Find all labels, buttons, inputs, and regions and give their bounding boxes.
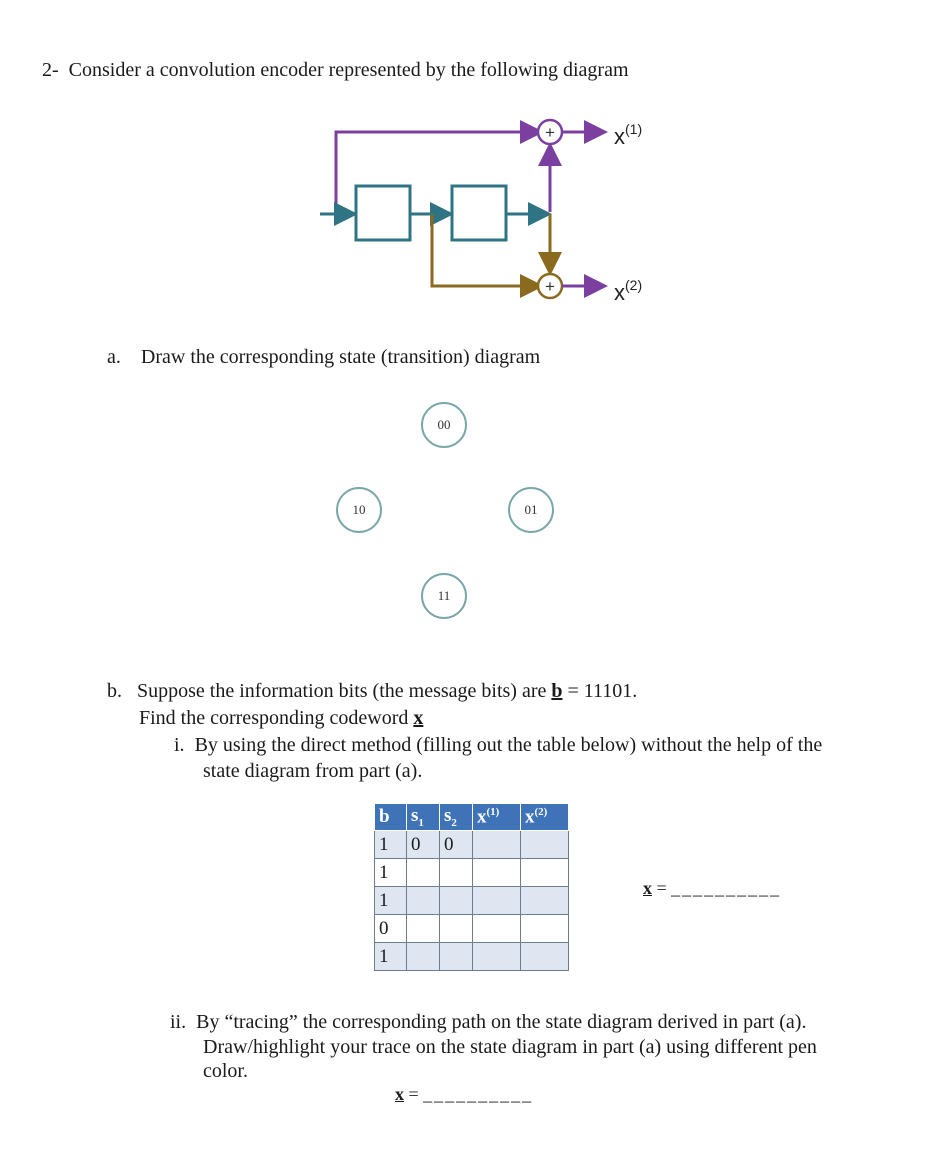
part-b-ii-line3: color.: [203, 1060, 248, 1082]
part-a-letter: a.: [107, 346, 121, 368]
answer-ii-blank: __________: [423, 1084, 534, 1104]
state-00[interactable]: 00: [421, 402, 467, 448]
col-x2: $x^{(2)}$: [521, 804, 569, 831]
shift-register-2: [452, 186, 506, 240]
output1-label: $x^{(1)}$: [614, 121, 643, 149]
encoder-diagram: [310, 112, 670, 312]
state-01[interactable]: 01: [508, 487, 554, 533]
answer-ii[interactable]: x = __________: [395, 1084, 534, 1104]
answer-ii-symbol: x: [395, 1084, 404, 1104]
part-b-ii-line1: ii. By “tracing” the corresponding path on the state diagram derived in part (a).: [170, 1011, 807, 1033]
state-10[interactable]: 10: [336, 487, 382, 533]
table-row: 1: [375, 859, 569, 887]
adder-top-plus: +: [545, 123, 555, 142]
part-b-ii-roman: ii.: [170, 1011, 187, 1033]
col-b: b: [375, 804, 407, 831]
part-a-text: Draw the corresponding state (transition) diagram: [140, 346, 541, 368]
output2-label: $x^{(2)}$: [614, 277, 643, 305]
state-11[interactable]: 11: [421, 573, 467, 619]
part-b-ii-line2: Draw/highlight your trace on the state diagram in part (a) using different pen: [203, 1036, 817, 1058]
col-s2: $s_2$: [440, 804, 473, 831]
col-x1: $x^{(1)}$: [473, 804, 521, 831]
question-number: 2-: [42, 59, 59, 81]
part-b-letter: b.: [107, 680, 122, 702]
table-row: 0: [375, 915, 569, 943]
question-header: [42, 58, 629, 82]
part-b-i-roman: i.: [174, 734, 185, 756]
answer-i-symbol: x: [643, 878, 652, 898]
part-b-i-line2: state diagram from part (a).: [203, 760, 423, 782]
answer-i[interactable]: x = __________: [643, 878, 782, 898]
adder-bottom-plus: +: [545, 277, 555, 296]
part-b-i-line1: i. By using the direct method (filling out the table below) without the help of the: [174, 734, 823, 756]
part-b-line2: Find the corresponding codeword x: [139, 707, 424, 729]
encoding-table: [374, 803, 569, 971]
message-bits-symbol: b: [551, 680, 563, 702]
question-text: Consider a convolution encoder represented by the following diagram: [68, 59, 629, 81]
part-b-line1: b. Suppose the information bits (the message bits) are b = 11101.: [107, 680, 638, 702]
codeword-symbol: x: [413, 707, 424, 729]
table-row: 1: [375, 887, 569, 915]
shift-register-1: [356, 186, 410, 240]
col-s1: $s_1$: [407, 804, 440, 831]
table-header-row: [375, 804, 569, 831]
table-row: 1 0 0: [375, 831, 569, 859]
table-row: 1: [375, 943, 569, 971]
part-a: [107, 345, 540, 369]
answer-i-blank: __________: [671, 878, 782, 898]
